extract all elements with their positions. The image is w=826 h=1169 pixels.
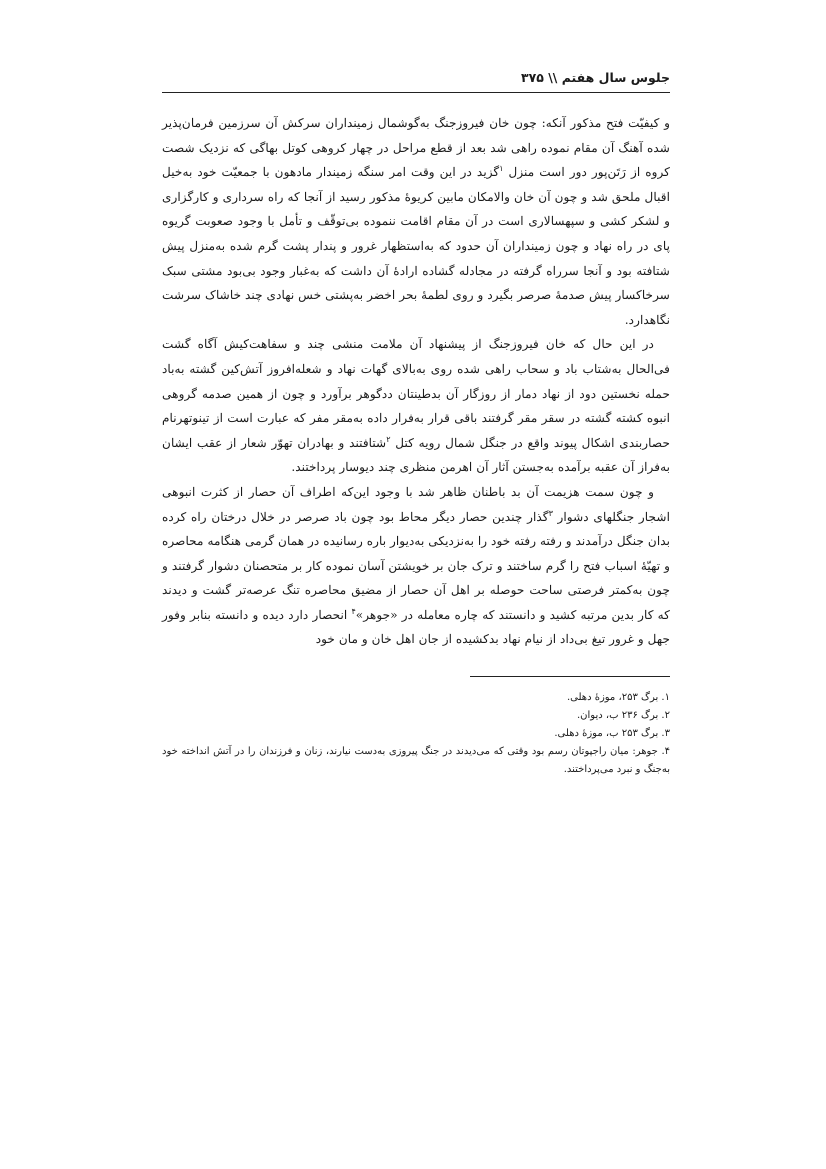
footnote-1: ۱. برگ ۲۵۳، موزهٔ دهلی. <box>566 692 670 704</box>
paragraph-1-text-b: گزید در این وقت امر سنگه زمیندار مادهون با جمعیّت خود به‌خیل اقبال ملحق شد و چون آن خان والامکان مابین کریوهٔ مذکور رسید از آنجا که راه سرداری و کارگزاری و لشکر کشی و سپهسالاری است در آن مقام اقامت ننموده بی‌توقّف و تأمل با وجود صعوبت گریوه پای در راه نهاد و چون زمینداران آن حدود که به‌استظهار غرور و پندار پشت گرم شده به‌منزل پیش شتافته بود و آنجا سرراه گرفته در مجادله گشاده ارادهٔ آن داشت که به‌غبار وجود بی‌بود مشتی سبک سرخاکسار پیش صدمهٔ صرصر بگیرد و روی لطمهٔ بحر اخضر به‌پشتی خس نهادی چند خاشاک سرشت نگاهدارد. <box>162 165 670 327</box>
paragraph-3-text-c: انحصار دارد دیده و دانسته بنابر وفور جهل و غرور تیغ بی‌داد از نیام نهاد بدکشیده از جان اهل خان و مان خود <box>162 607 670 647</box>
body-text <box>162 111 670 652</box>
paragraph-3-text-b: گذار چندین حصار دیگر محاط بود چون باد صرصر در خلال درختان راه کرده بدان جنگل درآمدند و رفته رفته خود را به‌نزدیکی به‌دیوار باره رسانیده در همان گرمی هنگامه محاصره و تهیّهٔ اسباب فتح را گرم ساختند و ترک جان بر خویشتن آسان نموده کار بر متحصنان دشوار گرفتند و چون به‌کمتر فرصتی ساحت حوصله بر اهل آن حصار از مضیق محاصره تنگ عرصه‌تر گشت و دیدند که کار بدین مرتبه کشید و دانستند که چاره معامله در «جوهر» <box>162 509 670 622</box>
paragraph-1-text-a: و کیفیّت فتح مذکور آنکه: چون خان فیروزجنگ به‌گوشمال زمینداران سرکش آن سرزمین فرمان‌پذیر شده آهنگ آن مقام نموده راهی شد بعد از قطع مراحل در چهار کروهی کوتل بهاگی که نزدیک شصت کروه از رَتَن‌پور دور است منزل <box>162 116 670 180</box>
paragraph-2 <box>162 332 670 480</box>
paragraph-1 <box>162 111 670 332</box>
footnote-marker-1: ۱ <box>499 164 504 174</box>
footnote-marker-2: ۲ <box>386 434 391 444</box>
footnote-3: ۳. برگ ۲۵۳ ب، موزهٔ دهلی. <box>554 728 670 740</box>
footnote-marker-4: ۴ <box>351 606 356 616</box>
footnotes <box>162 689 670 779</box>
footnote-4: ۴. جوهر: میان راجپوتان رسم بود وقتی که می‌دیدند در جنگ پیروزی به‌دست نیارند، زنان و فرزندان را در آتش انداخته خود به‌جنگ و نبرد می‌پرداختند. <box>162 746 670 776</box>
document-page <box>162 70 670 779</box>
paragraph-3-text-a: و چون سمت هزیمت آن بد باطنان ظاهر شد با وجود این‌که اطراف آن حصار از کثرت انبوهی اشجار جنگلهای دشوار <box>162 484 670 524</box>
paragraph-2-text-b: شتافتند و بهادران تهوّر شعار از عقب ایشان به‌فراز آن عقبه برآمده به‌جستن آثار آن اهرمن منظری چند دیوسار پرداختند. <box>162 435 670 475</box>
paragraph-3 <box>162 480 670 652</box>
footnote-2: ۲. برگ ۲۳۶ ب، دیوان. <box>577 710 670 722</box>
paragraph-2-text-a: در این حال که خان فیروزجنگ از پیشنهاد آن ملامت منشی چند و سفاهت‌کیش آگاه گشت فی‌الحال به‌شتاب باد و سحاب راهی شده روی به‌بالای گهات نهاد و شعله‌افروز آتش‌کین گشته به‌باد حمله نخستین دود از نهاد دمار از روزگار آن بدطینتان ددگوهر برآورد و چون از همین صدمه گروهی انبوه کشته گشته در سقر مقر گرفتند باقی قرار به‌فرار داده به‌مقر مفر که عبارت است از تینوتهرنام حصاربندی اشکال پیوند واقع در جنگل شمال رویه کتل <box>162 337 670 450</box>
footnote-separator <box>470 676 670 677</box>
running-header: جلوس سال هفتم \\ ۳۷۵ <box>162 70 670 93</box>
footnote-marker-3: ۳ <box>548 508 553 518</box>
